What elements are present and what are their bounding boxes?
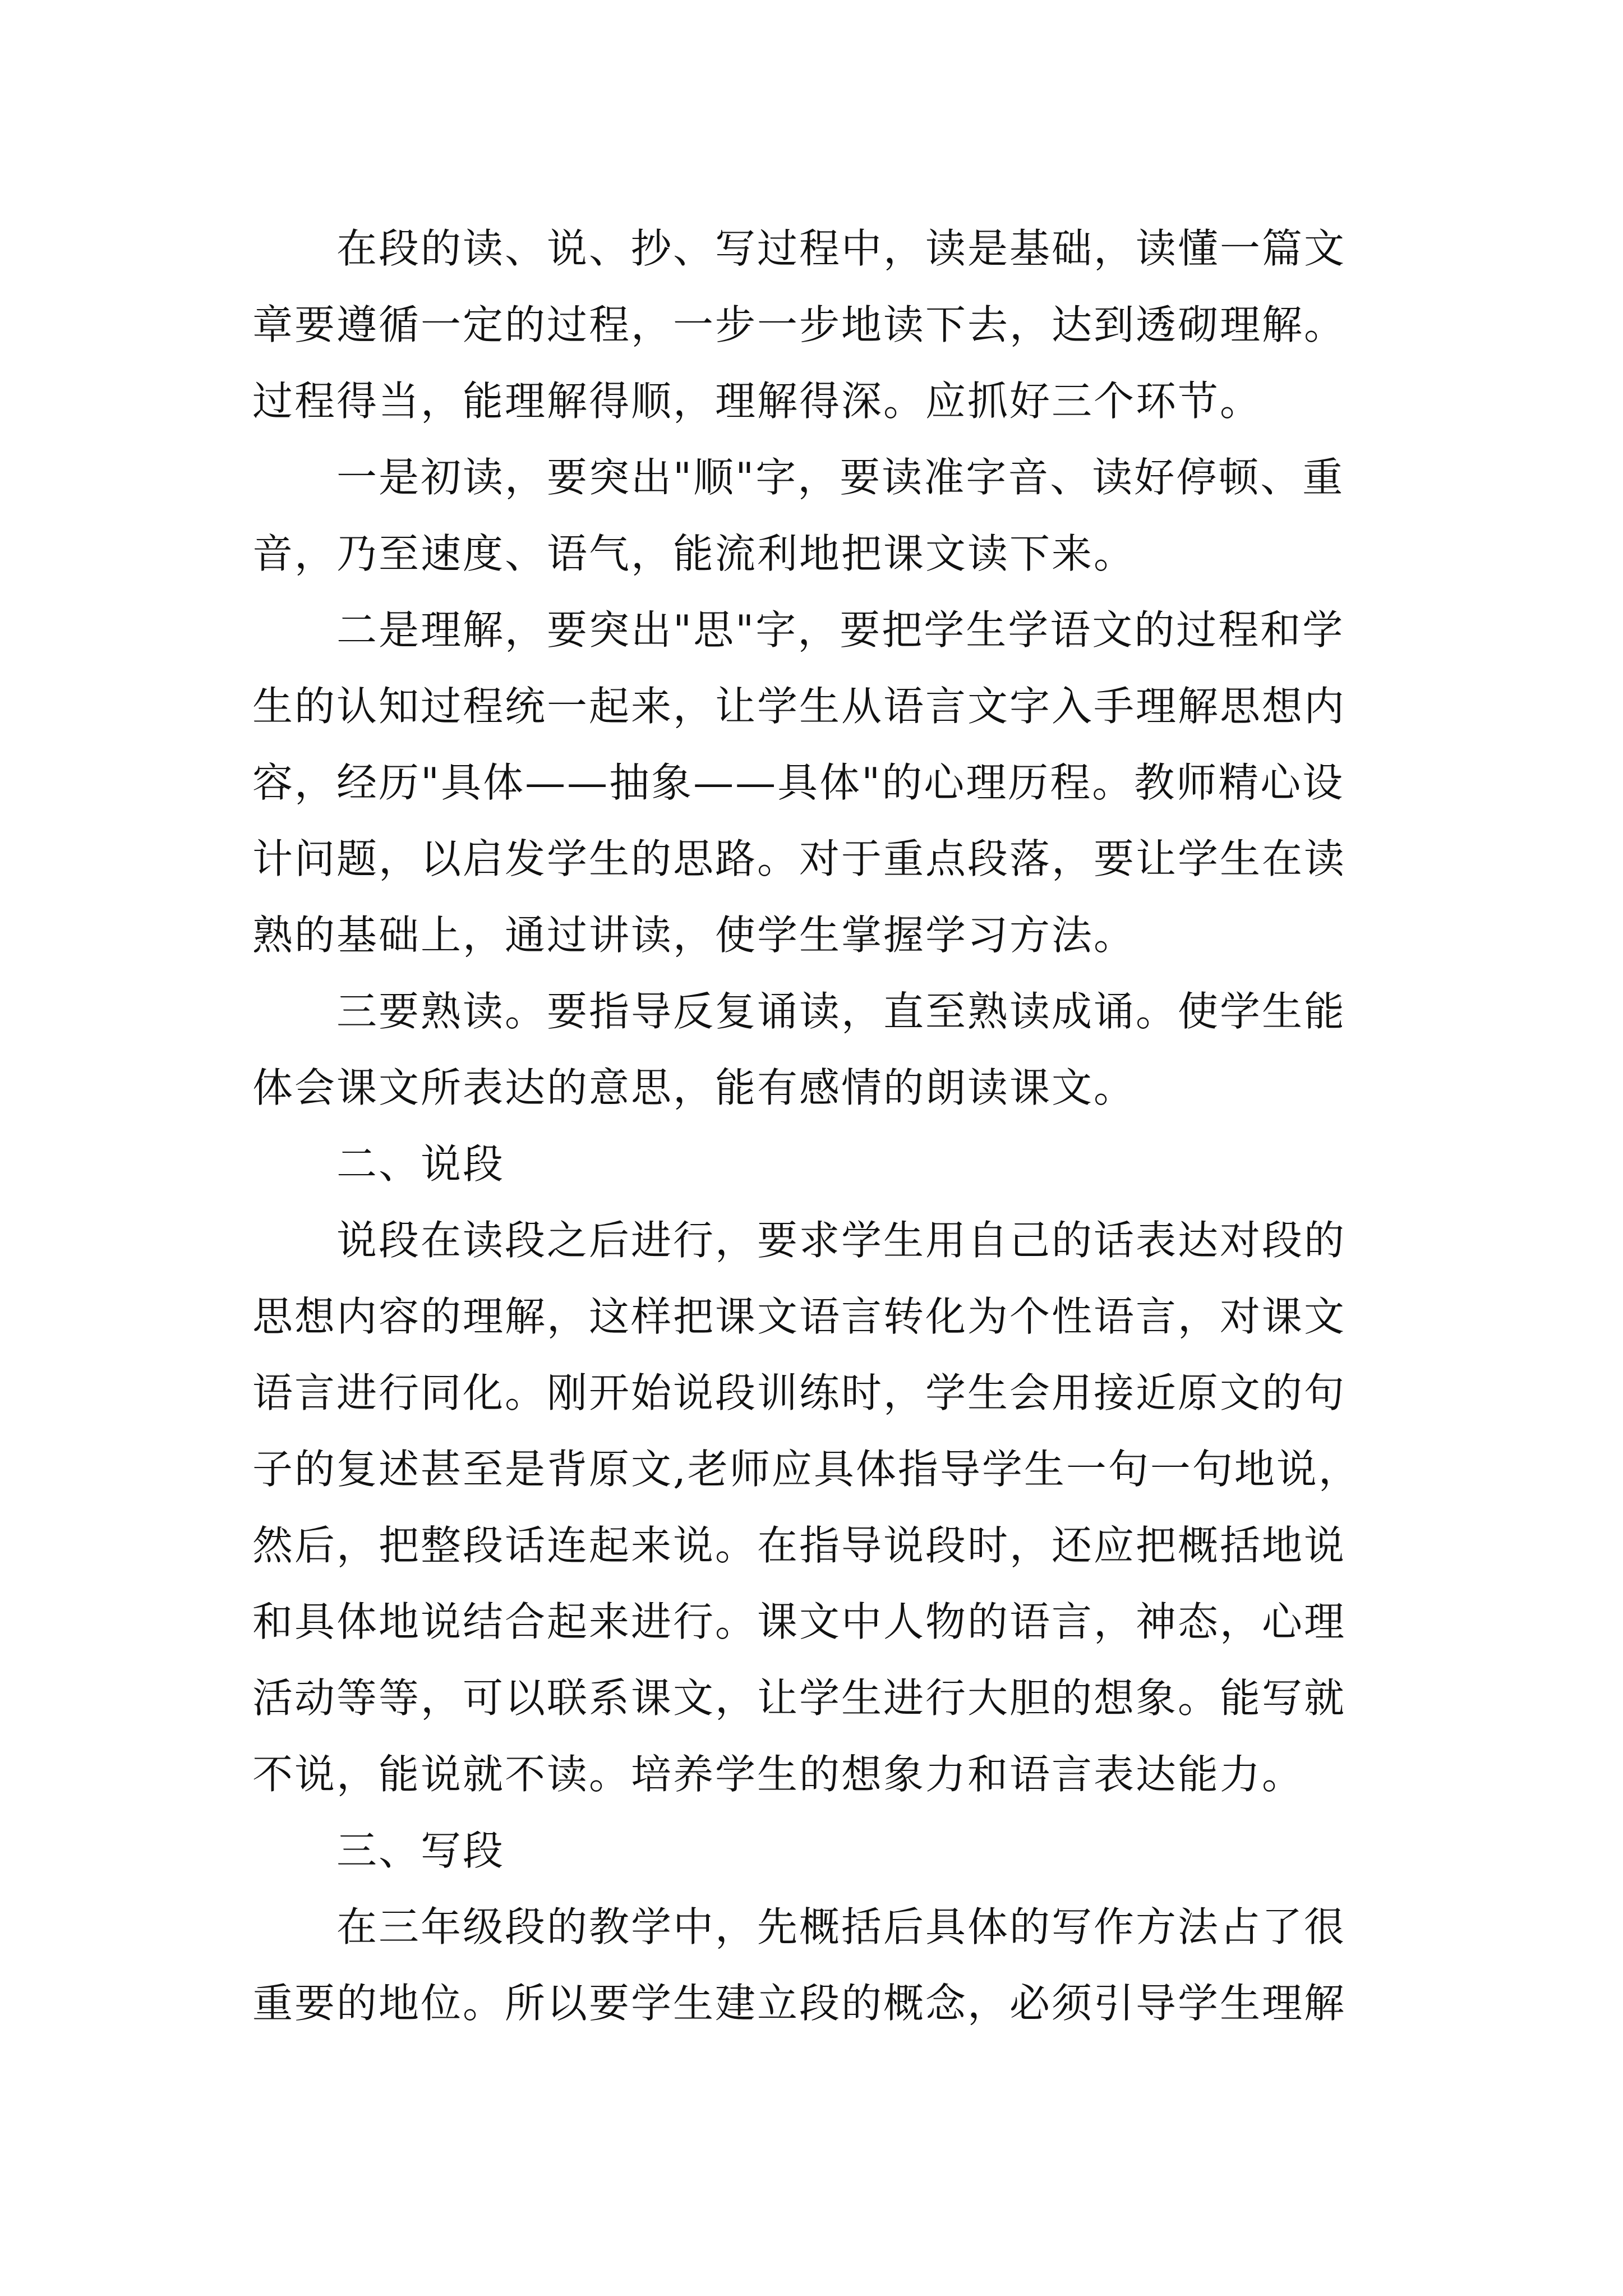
paragraph-line: 容，经历"具体——抽象——具体"的心理历程。教师精心设 [252, 759, 1345, 806]
paragraph-line: 章要遵循一定的过程，一步一步地读下去，达到透砌理解。 [252, 301, 1347, 348]
paragraph-line: 体会课文所表达的意思，能有感情的朗读课文。 [252, 1064, 1136, 1111]
paragraph-line: 语言进行同化。刚开始说段训练时，学生会用接近原文的句 [252, 1369, 1347, 1416]
paragraph-line: 熟的基础上，通过讲读，使学生掌握学习方法。 [252, 912, 1136, 959]
paragraph-line: 音，乃至速度、语气，能流利地把课文读下来。 [252, 530, 1136, 577]
paragraph-line: 生的认知过程统一起来，让学生从语言文字入手理解思想内 [252, 683, 1347, 730]
paragraph-line: 在三年级段的教学中，先概括后具体的写作方法占了很 [336, 1903, 1347, 1950]
paragraph-line: 思想内容的理解，这样把课文语言转化为个性语言，对课文 [252, 1293, 1347, 1340]
paragraph-line: 二是理解，要突出"思"字，要把学生学语文的过程和学 [336, 606, 1345, 654]
paragraph-line: 活动等等，可以联系课文，让学生进行大胆的想象。能写就 [252, 1674, 1347, 1722]
paragraph-line: 子的复述甚至是背原文,老师应具体指导学生一句一句地说， [252, 1446, 1361, 1493]
paragraph-line: 一是初读，要突出"顺"字，要读准字音、读好停顿、重 [336, 454, 1345, 501]
paragraph-line: 重要的地位。所以要学生建立段的概念，必须引导学生理解 [252, 1980, 1347, 2027]
paragraph-line: 三要熟读。要指导反复诵读，直至熟读成诵。使学生能 [336, 988, 1347, 1035]
paragraph-line: 然后，把整段话连起来说。在指导说段时，还应把概括地说 [252, 1522, 1347, 1569]
paragraph-line: 不说，能说就不读。培养学生的想象力和语言表达能力。 [252, 1751, 1304, 1798]
paragraph-line: 过程得当，能理解得顺，理解得深。应抓好三个环节。 [252, 378, 1262, 425]
section-heading: 二、说段 [336, 1140, 505, 1188]
paragraph-line: 在段的读、说、抄、写过程中，读是基础，读懂一篇文 [336, 225, 1347, 272]
paragraph-line: 说段在读段之后进行，要求学生用自己的话表达对段的 [336, 1217, 1347, 1264]
body-text [252, 210, 1402, 2041]
paragraph-line: 计问题，以启发学生的思路。对于重点段落，要让学生在读 [252, 835, 1347, 882]
paragraph-line: 和具体地说结合起来进行。课文中人物的语言，神态，心理 [252, 1598, 1347, 1645]
section-heading: 三、写段 [336, 1827, 505, 1874]
